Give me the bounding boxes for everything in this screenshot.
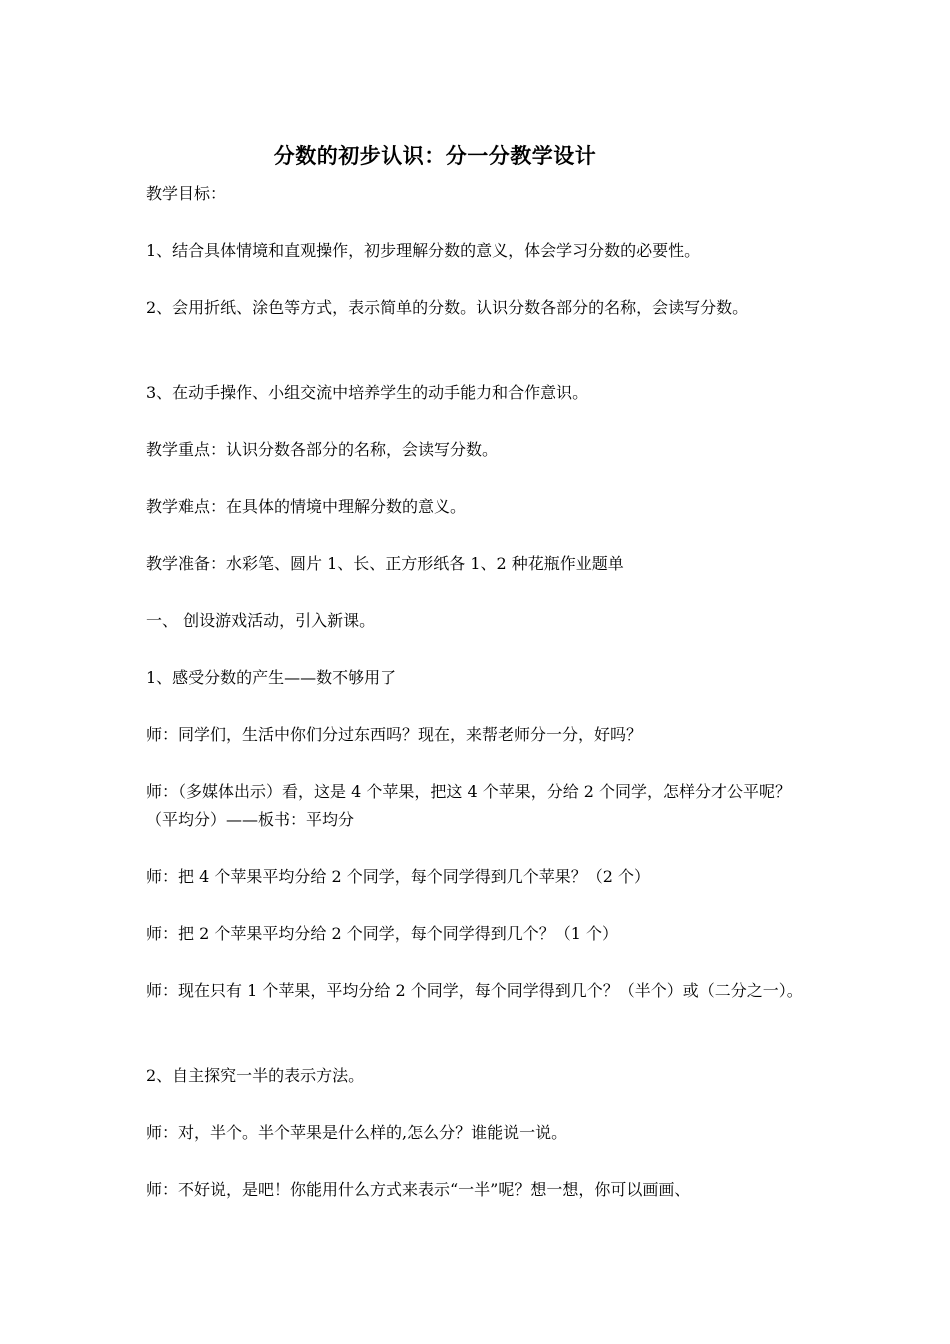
paragraph-dialogue-7: 师：不好说，是吧！你能用什么方式来表示“一半”呢？想一想，你可以画画、 <box>146 1180 691 1199</box>
document-title <box>0 140 870 170</box>
paragraph-step-2: 2、自主探究一半的表示方法。 <box>146 1066 365 1085</box>
paragraph-objectives-heading: 教学目标： <box>146 184 227 203</box>
paragraph-objective-1: 1、结合具体情境和直观操作，初步理解分数的意义，体会学习分数的必要性。 <box>146 241 701 260</box>
paragraph-dialogue-3: 师：把 4 个苹果平均分给 2 个同学，每个同学得到几个苹果？（2 个） <box>146 867 650 886</box>
paragraph-objective-3: 3、在动手操作、小组交流中培养学生的动手能力和合作意识。 <box>146 383 589 402</box>
paragraph-dialogue-4: 师：把 2 个苹果平均分给 2 个同学，每个同学得到几个？（1 个） <box>146 924 618 943</box>
document-title-text: 分数的初步认识：分一分教学设计 <box>273 143 597 168</box>
paragraph-objective-2: 2、会用折纸、涂色等方式，表示简单的分数。认识分数各部分的名称，会读写分数。 <box>146 298 749 317</box>
paragraph-dialogue-1: 师：同学们，生活中你们分过东西吗？现在，来帮老师分一分，好吗？ <box>146 725 643 744</box>
paragraph-difficulty: 教学难点：在具体的情境中理解分数的意义。 <box>146 497 467 516</box>
paragraph-dialogue-5: 师：现在只有 1 个苹果，平均分给 2 个同学，每个同学得到几个？（半个）或（二分之一）。 <box>146 981 803 1000</box>
paragraph-key-point: 教学重点：认识分数各部分的名称，会读写分数。 <box>146 440 499 459</box>
paragraph-section-1: 一、 创设游戏活动，引入新课。 <box>146 611 376 630</box>
document-body <box>146 180 810 1233</box>
paragraph-dialogue-6: 师：对，半个。半个苹果是什么样的,怎么分？谁能说一说。 <box>146 1123 568 1142</box>
paragraph-preparation: 教学准备：水彩笔、圆片 1、长、正方形纸各 1、2 种花瓶作业题单 <box>146 554 624 573</box>
paragraph-step-1: 1、感受分数的产生——数不够用了 <box>146 668 397 687</box>
paragraph-dialogue-2: 师：（多媒体出示）看，这是 4 个苹果，把这 4 个苹果，分给 2 个同学，怎样分才公平呢？（平均分）——板书：平均分 <box>146 782 792 829</box>
